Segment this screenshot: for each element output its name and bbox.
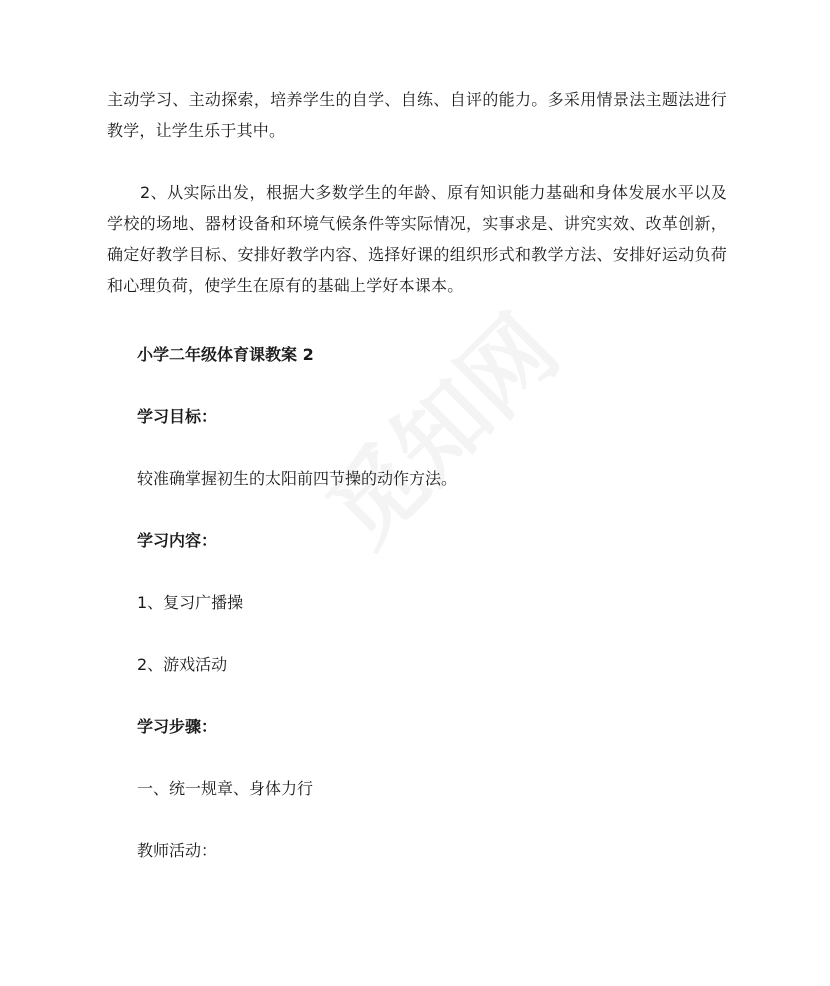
steps-heading: 学习步骤：	[137, 717, 218, 736]
content-heading: 学习内容：	[137, 531, 218, 550]
goal-text: 较准确掌握初生的太阳前四节操的动作方法。	[137, 469, 458, 488]
lesson-title: 小学二年级体育课教案 2	[137, 345, 314, 364]
teacher-activity: 教师活动：	[137, 841, 218, 860]
watermark-text	[294, 282, 583, 571]
paragraph-point-2: 2、从实际出发，根据大多数学生的年龄、原有知识能力基础和身体发展水平以及学校的场地、器材设备和环境气候条件等实际情况，实事求是、讲究实效、改革创新，确定好教学目标、安排好教学内容、选择好课的组织形式和教学方法、安排好运动负荷和心理负荷，使学生在原有的基础上学好本课本。	[107, 183, 727, 295]
content-item-2: 2、游戏活动	[137, 655, 228, 674]
goal-heading: 学习目标：	[137, 407, 218, 426]
paragraph-intro: 主动学习、主动探索，培养学生的自学、自练、自评的能力。多采用情景法主题法进行教学，让学生乐于其中。	[107, 90, 727, 140]
step-1: 一、统一规章、身体力行	[137, 779, 314, 798]
content-item-1: 1、复习广播操	[137, 593, 244, 612]
